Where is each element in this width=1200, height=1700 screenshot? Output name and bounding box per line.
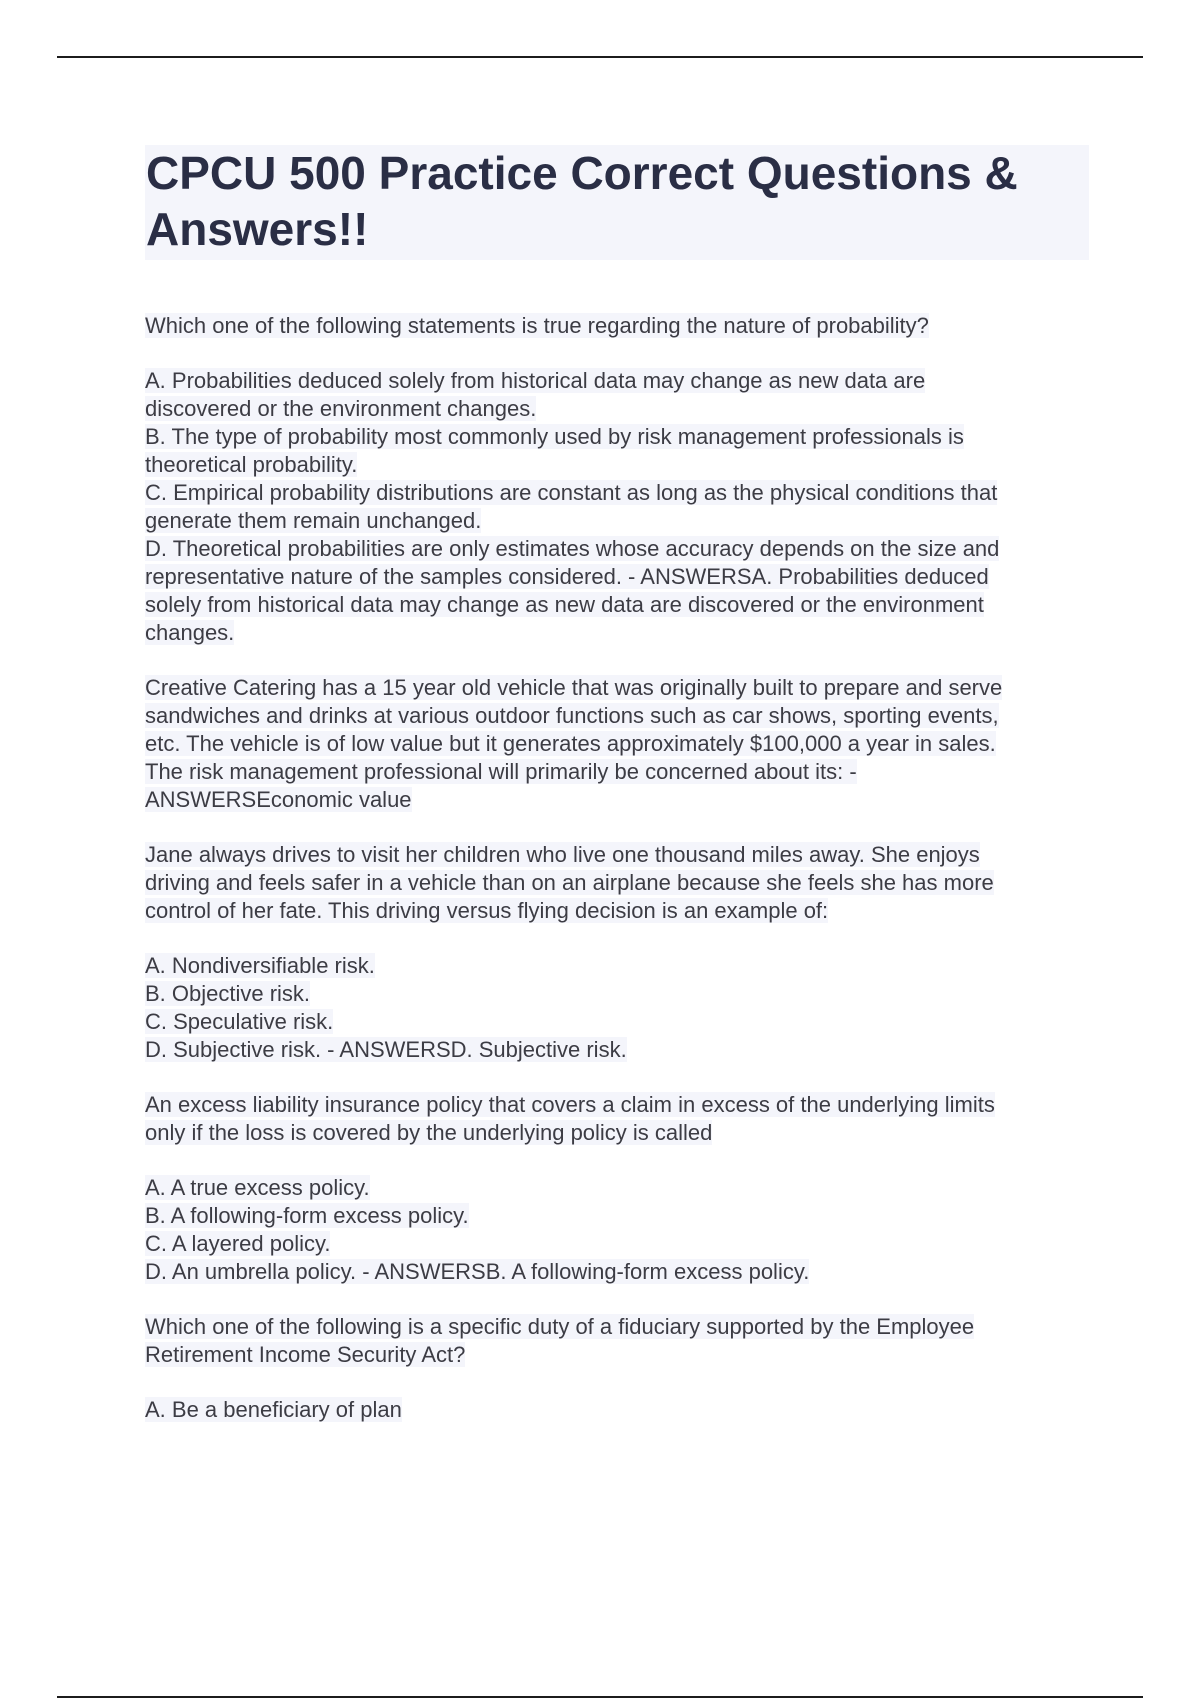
answer-option: A. A true excess policy. [145,1175,370,1200]
text-line: discovered or the environment changes. [145,396,537,421]
text-line: solely from historical data may change as new data are discovered or the environment [145,592,984,617]
top-rule [57,56,1143,58]
text-line: Jane always drives to visit her children who live one thousand miles away. She enjoys [145,842,980,867]
text-line: An excess liability insurance policy that covers a claim in excess of the underlying limits [145,1092,995,1117]
title-line-2: Answers!! [146,203,369,255]
question-4 [145,1091,1089,1147]
answer-option: B. Objective risk. [145,981,311,1006]
answer-option: B. A following-form excess policy. [145,1203,469,1228]
text-line: control of her fate. This driving versus flying decision is an example of: [145,898,829,923]
question-2 [145,674,1089,814]
text-line: C. Empirical probability distributions are constant as long as the physical conditions that [145,480,998,505]
text-line: sandwiches and drinks at various outdoor functions such as car shows, sporting events, [145,703,999,728]
title-line-1: CPCU 500 Practice Correct Questions & [146,147,1018,199]
text-line: etc. The vehicle is of low value but it generates approximately $100,000 a year in sales. [145,731,996,756]
text-line: A. Probabilities deduced solely from historical data may change as new data are [145,368,926,393]
text-line: driving and feels safer in a vehicle than on an airplane because she feels she has more [145,870,994,895]
answer-option: A. Nondiversifiable risk. [145,953,375,978]
document-body [145,145,1089,1424]
question-1-options [145,367,1089,647]
text-line: D. Theoretical probabilities are only estimates whose accuracy depends on the size and [145,536,1000,561]
question-1-text: Which one of the following statements is true regarding the nature of probability? [145,313,929,338]
question-5 [145,1313,1089,1369]
question-3 [145,841,1089,925]
text-line: ANSWERSEconomic value [145,787,412,812]
page-title [145,145,1089,260]
answer-option: A. Be a beneficiary of plan [145,1397,402,1422]
text-line: representative nature of the samples considered. - ANSWERSA. Probabilities deduced [145,564,989,589]
bottom-rule [57,1696,1143,1698]
text-line: only if the loss is covered by the underlying policy is called [145,1120,713,1145]
answer-option: D. An umbrella policy. - ANSWERSB. A following-form excess policy. [145,1259,810,1284]
text-line: theoretical probability. [145,452,358,477]
question-5-options [145,1396,1089,1424]
answer-option: C. Speculative risk. [145,1009,334,1034]
text-line: B. The type of probability most commonly used by risk management professionals is [145,424,964,449]
answer-option: C. A layered policy. [145,1231,331,1256]
text-line: generate them remain unchanged. [145,508,482,533]
question-3-options [145,952,1089,1064]
text-line: Retirement Income Security Act? [145,1342,466,1367]
text-line: changes. [145,620,235,645]
answer-option: D. Subjective risk. - ANSWERSD. Subjective risk. [145,1037,627,1062]
text-line: Creative Catering has a 15 year old vehicle that was originally built to prepare and serve [145,675,1003,700]
question-4-options [145,1174,1089,1286]
text-line: Which one of the following is a specific duty of a fiduciary supported by the Employee [145,1314,975,1339]
question-1 [145,312,1089,340]
text-line: The risk management professional will primarily be concerned about its: - [145,759,857,784]
